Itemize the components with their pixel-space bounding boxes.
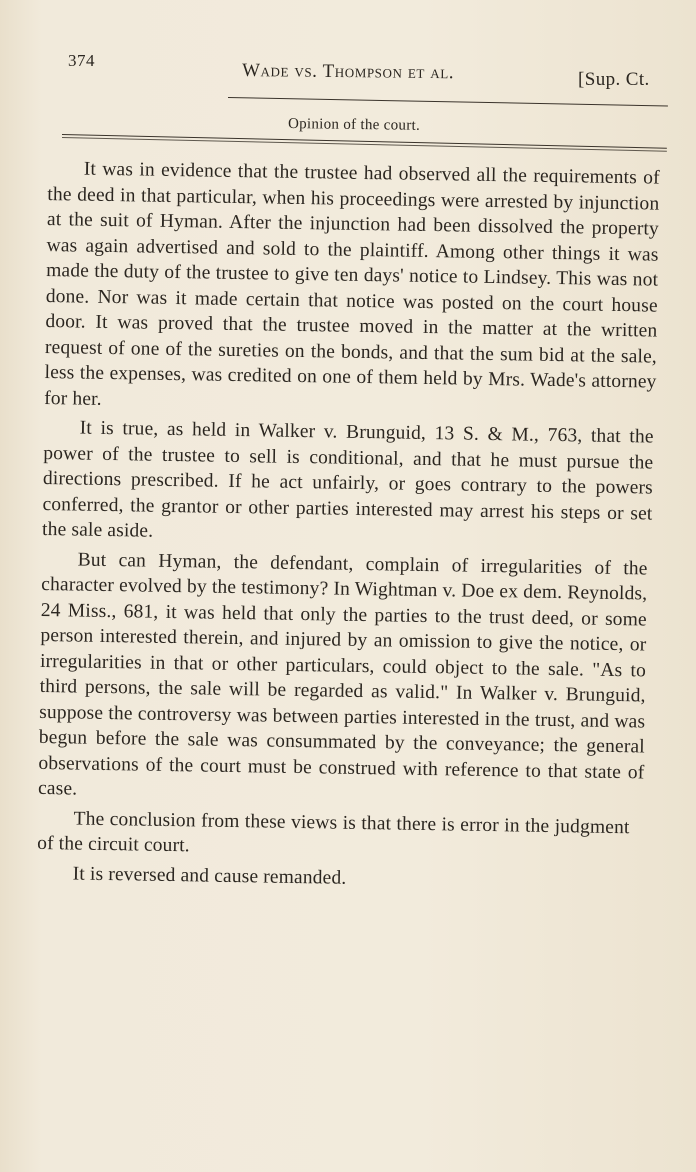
court-abbreviation: [Sup. Ct. <box>578 69 650 90</box>
opinion-body <box>37 156 660 896</box>
paragraph-evidence: It was in evidence that the trustee had observed all the requirements of the deed in that particular, when his proceedings were arrested by injunction at the suit of Hyman. After the injunction had been dissolved the property was again advertised and sold to the plaintiff. Among other things it was made the duty of the trustee to give ten days' notice to Lindsey. This was not done. Nor was it made certain that notice was posted on the court house door. It was proved that the trustee moved in the matter at the written request of one of the sureties on the bonds, and that the sum bid at the sale, less the expenses, was credited on one of them held by Mrs. Wade's attorney for her. <box>44 158 660 410</box>
section-rule-top <box>62 134 667 149</box>
page-number: 374 <box>68 51 95 70</box>
paragraph-judgment: It is reversed and cause remanded. <box>72 862 347 889</box>
paragraph-conclusion: The conclusion from these views is that there is error in the judgment of the circuit court. <box>37 807 630 857</box>
paragraph-walker-v-brunguid: It is true, as held in Walker v. Brunguid, 13 S. & M., 763, that the power of the trustee to sell is conditional, and that he must pursue the directions prescribed. If he act unfairly, or goes contrary to the powers conferred, the grantor or other parties interested may arrest his steps or set the sale aside. <box>41 417 654 542</box>
section-label: Opinion of the court. <box>287 116 421 134</box>
page-header <box>0 0 696 100</box>
running-title: Wade vs. Thompson et al. <box>241 60 455 84</box>
section-rule-bottom <box>62 137 667 152</box>
paragraph-hyman-irregularities: But can Hyman, the defendant, complain of irregularities of the character evolved by the testimony? In Wightman v. Doe ex dem. Reynolds, 24 Miss., 681, it was held that only the parties to the trust deed, or some person interested therein, and injured by an omission to give the notice, or irregularities in that or other particulars, could object to the sale. "As to third persons, the sale will be regarded as valid." In Walker v. Brunguid, suppose the controversy was between parties interested in the trust, and was begun before the sale was consummated by the conveyance; the general observations of the court must be construed with reference to that state of case. <box>37 549 648 800</box>
